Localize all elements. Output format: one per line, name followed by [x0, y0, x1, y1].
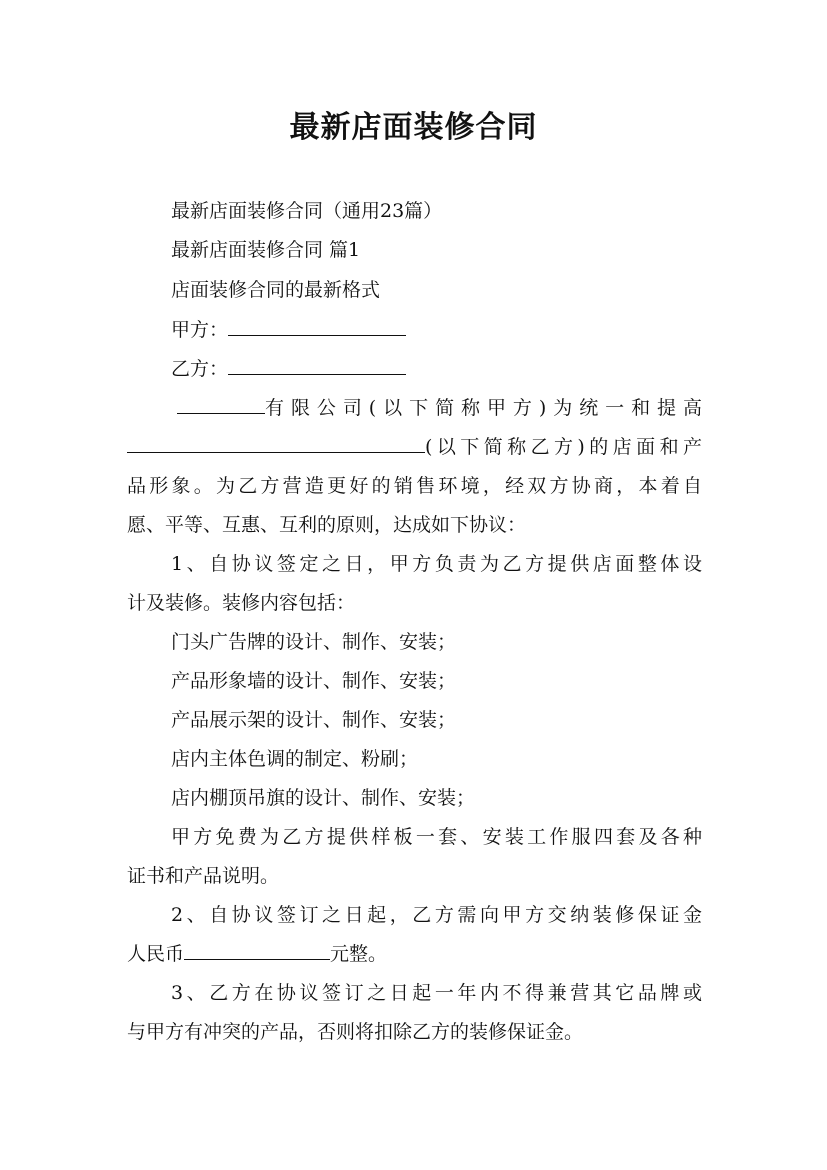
party-a-blank — [228, 317, 406, 336]
intro-line-3: 品形象。为乙方营造更好的销售环境，经双方协商，本着自 — [127, 475, 702, 497]
document-subtitle: 最新店面装修合同（通用23篇） — [171, 200, 443, 222]
clause-2-line-2 — [127, 934, 702, 974]
intro-line-2 — [127, 427, 702, 467]
list-item: 产品形象墙的设计、制作、安装； — [171, 670, 457, 692]
clause-3-line-2: 与甲方有冲突的产品，否则将扣除乙方的装修保证金。 — [127, 1021, 584, 1043]
party-b-label: 乙方： — [171, 358, 229, 380]
intro-text-2: (以下简称乙方)的店面和产 — [425, 436, 702, 458]
deposit-amount-blank — [184, 941, 330, 960]
section-heading: 店面装修合同的最新格式 — [171, 279, 381, 301]
party-b-name-blank — [127, 434, 425, 453]
free-items-line-2: 证书和产品说明。 — [127, 865, 280, 887]
intro-line-1 — [127, 388, 702, 428]
clause-1-line-1: 1、自协议签定之日，甲方负责为乙方提供店面整体设 — [171, 553, 702, 575]
party-b-blank — [228, 356, 406, 375]
party-a-label: 甲方： — [171, 319, 229, 341]
list-item: 门头广告牌的设计、制作、安装； — [171, 631, 457, 653]
free-items-line-1: 甲方免费为乙方提供样板一套、安装工作服四套及各种 — [171, 826, 702, 848]
party-a-line — [127, 310, 746, 350]
intro-text-1: 有限公司(以下简称甲方)为统一和提高 — [265, 397, 702, 419]
party-b-line — [127, 349, 746, 389]
chapter-heading: 最新店面装修合同 篇1 — [171, 239, 361, 261]
clause-2-text-b: 元整。 — [330, 943, 388, 965]
clause-3-line-1: 3、乙方在协议签订之日起一年内不得兼营其它品牌或 — [171, 982, 702, 1004]
clause-1-line-2: 计及装修。装修内容包括： — [127, 592, 356, 614]
list-item: 产品展示架的设计、制作、安装； — [171, 709, 457, 731]
list-item: 店内棚顶吊旗的设计、制作、安装； — [171, 787, 476, 809]
list-item: 店内主体色调的制定、粉刷； — [171, 748, 419, 770]
company-blank — [177, 395, 265, 414]
intro-line-4: 愿、平等、互惠、互利的原则，达成如下协议： — [127, 514, 527, 536]
document-title: 最新店面装修合同 — [289, 110, 538, 145]
clause-2-text-a: 人民币 — [127, 943, 185, 965]
clause-2-line-1: 2、自协议签订之日起，乙方需向甲方交纳装修保证金 — [171, 904, 702, 926]
